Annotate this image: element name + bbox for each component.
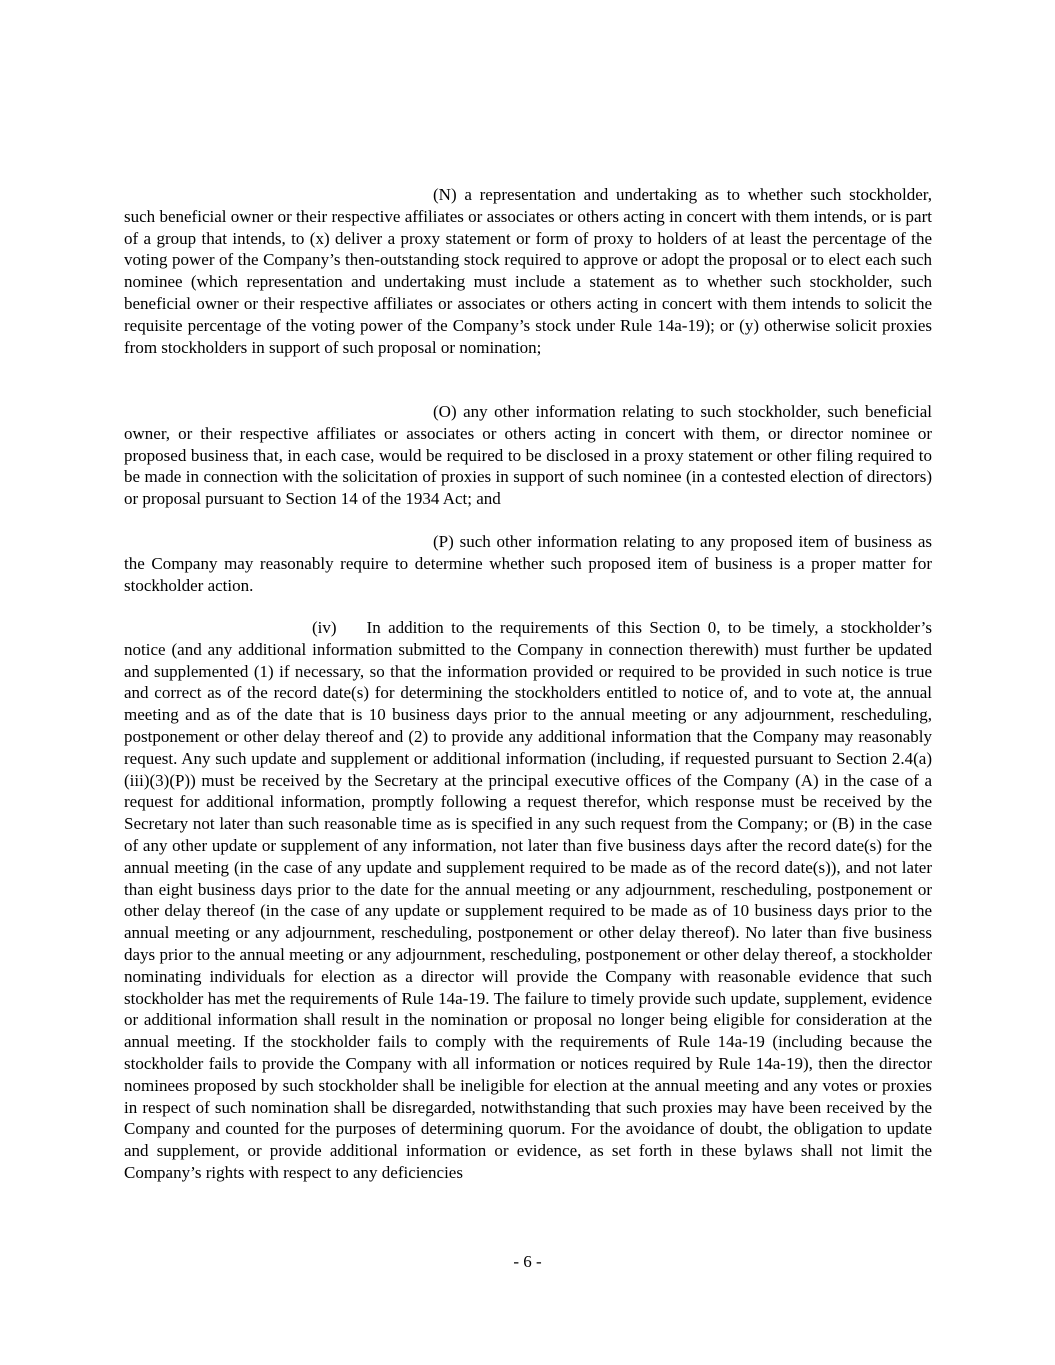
- paragraph-n-text: a representation and undertaking as to whether such stockholder, such beneficial owner or their respective affiliates or associates or others acting in concert with them intends, or is part of a group that intends, to (x) deliver a proxy statement or form of proxy to holders of at least the percentage of the voting power of the Company’s then-outstanding stock required to approve or adopt the proposal or to elect each such nominee (which representation and undertaking must include a statement as to whether such stockholder, such beneficial owner or their respective affiliates or associates or others acting in concert with them intends to solicit the requisite percentage of the voting power of the Company’s stock under Rule 14a-19); or (y) otherwise solicit proxies from stockholders in support of such proposal or nomination;: [124, 185, 933, 357]
- paragraph-iv: [124, 617, 932, 1184]
- paragraph-p: [124, 531, 932, 596]
- paragraph-iv-marker: (iv): [312, 618, 337, 637]
- page-number: - 6 -: [513, 1252, 542, 1271]
- paragraph-n: [124, 184, 932, 358]
- paragraph-n-marker: (N): [433, 185, 457, 204]
- paragraph-p-marker: (P): [433, 532, 454, 551]
- paragraph-o-text: any other information relating to such stockholder, such beneficial owner, or their respective affiliates or associates or others acting in concert with them, or director nominee or proposed business that, in each case, would be required to be disclosed in a proxy statement or other filing required to be made in connection with the solicitation of proxies in support of such nominee (in a contested election of directors) or proposal pursuant to Section 14 of the 1934 Act; and: [124, 402, 932, 509]
- paragraph-iv-text: In addition to the requirements of this Section 0, to be timely, a stockholder’s notice (and any additional information submitted to the Company in connection therewith) must further be updated and supplemented (1) if necessary, so that the information provided or required to be provided in such notice is true and correct as of the record date(s) for determining the stockholders entitled to notice of, and to vote at, the annual meeting and as of the date that is 10 business days prior to the annual meeting or any adjournment, rescheduling, postponement or other delay thereof and (2) to provide any additional information that the Company may reasonably request. Any such update and supplement or additional information (including, if requested pursuant to Section 2.4(a)(iii)(3)(P)) must be received by the Secretary at the principal executive offices of the Company (A) in the case of a request for additional information, promptly following a request therefor, which response must be received by the Secretary not later than such reasonable time as is specified in any such request from the Company; or (B) in the case of any other update or supplement of any information, not later than five business days after the record date(s) for the annual meeting (in the case of any update and supplement required to be made as of the record date(s)), and not later than eight business days prior to the date for the annual meeting or any adjournment, rescheduling, postponement or other delay thereof (in the case of any update or supplement required to be made as of 10 business days prior to the annual meeting or any adjournment, rescheduling, postponement or other delay thereof). No later than five business days prior to the annual meeting or any adjournment, rescheduling, postponement or other delay thereof, a stockholder nominating individuals for election as a director will provide the Company with reasonable evidence that such stockholder has met the requirements of Rule 14a-19. The failure to timely provide such update, supplement, evidence or additional information shall result in the nomination or proposal no longer being eligible for consideration at the annual meeting. If the stockholder fails to comply with the requirements of Rule 14a-19 (including because the stockholder fails to provide the Company with all information or notices required by Rule 14a-19), then the director nominees proposed by such stockholder shall be ineligible for election at the annual meeting and any votes or proxies in respect of such nomination shall be disregarded, notwithstanding that such proxies may have been received by the Company and counted for the purposes of determining quorum. For the avoidance of doubt, the obligation to update and supplement, or provide additional information or evidence, as set forth in these bylaws shall not limit the Company’s rights with respect to any deficiencies: [124, 618, 932, 1182]
- paragraph-o: [124, 401, 932, 510]
- paragraph-p-text: such other information relating to any proposed item of business as the Company may reasonably require to determine whether such proposed item of business is a proper matter for stockholder action.: [124, 532, 932, 595]
- paragraph-o-marker: (O): [433, 402, 457, 421]
